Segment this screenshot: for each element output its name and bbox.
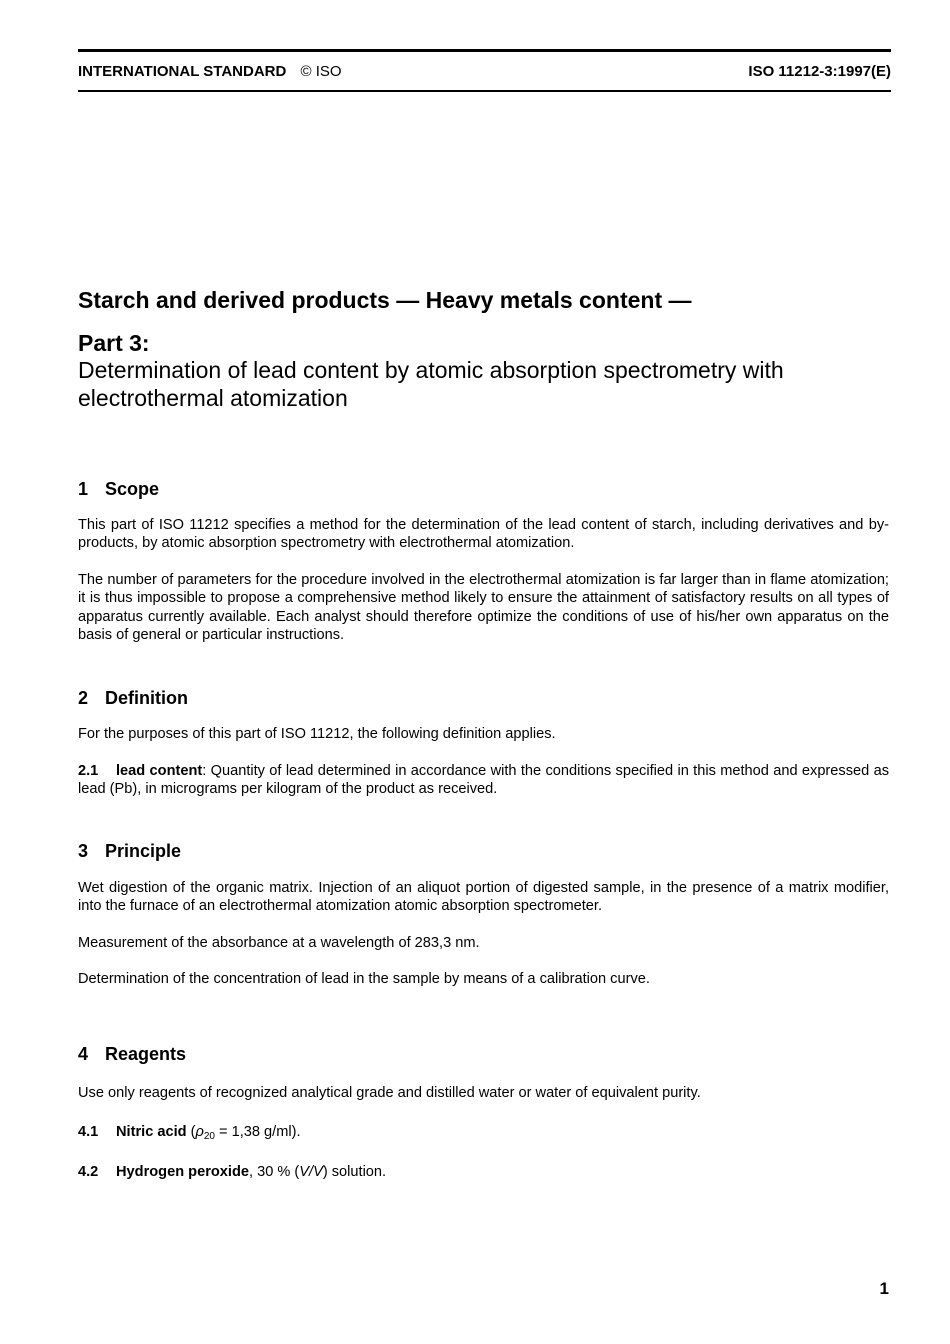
reagent-name: Hydrogen peroxide xyxy=(116,1164,249,1180)
running-header-left xyxy=(78,63,342,80)
subclause-number: 4.2 xyxy=(78,1164,99,1180)
density-symbol: ρ xyxy=(195,1124,204,1140)
section-heading-reagents xyxy=(78,1044,186,1065)
document-subtitle: Determination of lead content by atomic absorption spectrometry with electrothermal atomization xyxy=(78,357,784,411)
definition-item-2-1 xyxy=(78,762,889,799)
principle-paragraph-2: Measurement of the absorbance at a wavelength of 283,3 nm. xyxy=(78,935,480,951)
section-title: Reagents xyxy=(105,1044,187,1064)
section-heading-scope xyxy=(78,479,159,500)
page-number: 1 xyxy=(879,1279,889,1298)
subclause-number: 2.1 xyxy=(78,763,99,779)
section-title: Scope xyxy=(105,479,160,499)
scope-paragraph-2: The number of parameters for the procedure involved in the electrothermal atomization is far larger than in flame atomization; it is thus impossible to propose a comprehensive method likely to ensure the attainment of satisfactory results on all types of apparatus currently available. Each analyst should therefore optimize the conditions of use of his/her own apparatus on the basis of general or particular instructions. xyxy=(78,572,889,643)
section-number: 2 xyxy=(78,688,89,708)
reagent-item-4-2 xyxy=(78,1163,889,1181)
section-heading-principle xyxy=(78,841,181,862)
definition-paragraph: For the purposes of this part of ISO 11212, the following definition applies. xyxy=(78,726,556,742)
reagent-spec: = 1,38 g/ml). xyxy=(214,1124,301,1140)
reagent-spec-open: ( xyxy=(186,1124,196,1140)
section-number: 4 xyxy=(78,1044,89,1064)
section-number: 1 xyxy=(78,479,89,499)
part-label: Part 3: xyxy=(78,330,150,356)
header-bottom-rule xyxy=(78,90,891,92)
copyright-notice: © ISO xyxy=(300,63,342,80)
principle-paragraph-3: Determination of the concentration of lead in the sample by means of a calibration curve. xyxy=(78,971,650,987)
defined-term: lead content xyxy=(116,763,203,779)
section-title: Principle xyxy=(105,841,182,861)
volume-fraction-symbol: V/V xyxy=(299,1164,323,1180)
reagent-spec-a: , 30 % ( xyxy=(249,1164,300,1180)
standard-type: INTERNATIONAL STANDARD xyxy=(78,63,287,80)
reagent-spec-b: ) solution. xyxy=(322,1164,387,1180)
reagent-item-4-1 xyxy=(78,1123,889,1146)
scope-paragraph-1: This part of ISO 11212 specifies a method for the determination of the lead content of starch, including derivatives and by-products, by atomic absorption spectrometry with electrothermal atomization. xyxy=(78,517,889,552)
reagent-name: Nitric acid xyxy=(116,1124,187,1140)
density-subscript: 20 xyxy=(203,1131,215,1142)
reagents-paragraph: Use only reagents of recognized analytical grade and distilled water or water of equivalent purity. xyxy=(78,1085,701,1101)
principle-paragraph-1: Wet digestion of the organic matrix. Injection of an aliquot portion of digested sample, in the presence of a matrix modifier, into the furnace of an electrothermal atomization atomic absorption spectrometer. xyxy=(78,880,889,915)
section-number: 3 xyxy=(78,841,89,861)
subclause-number: 4.1 xyxy=(78,1124,99,1140)
document-title: Starch and derived products — Heavy metals content — xyxy=(78,287,692,313)
section-heading-definition xyxy=(78,688,188,709)
standard-reference: ISO 11212-3:1997(E) xyxy=(748,63,891,80)
header-top-rule xyxy=(78,49,891,52)
definition-text: : Quantity of lead determined in accordance with the conditions specified in this method and expressed as lead (Pb), in micrograms per kilogram of the product as received. xyxy=(78,763,889,798)
section-title: Definition xyxy=(105,688,188,708)
